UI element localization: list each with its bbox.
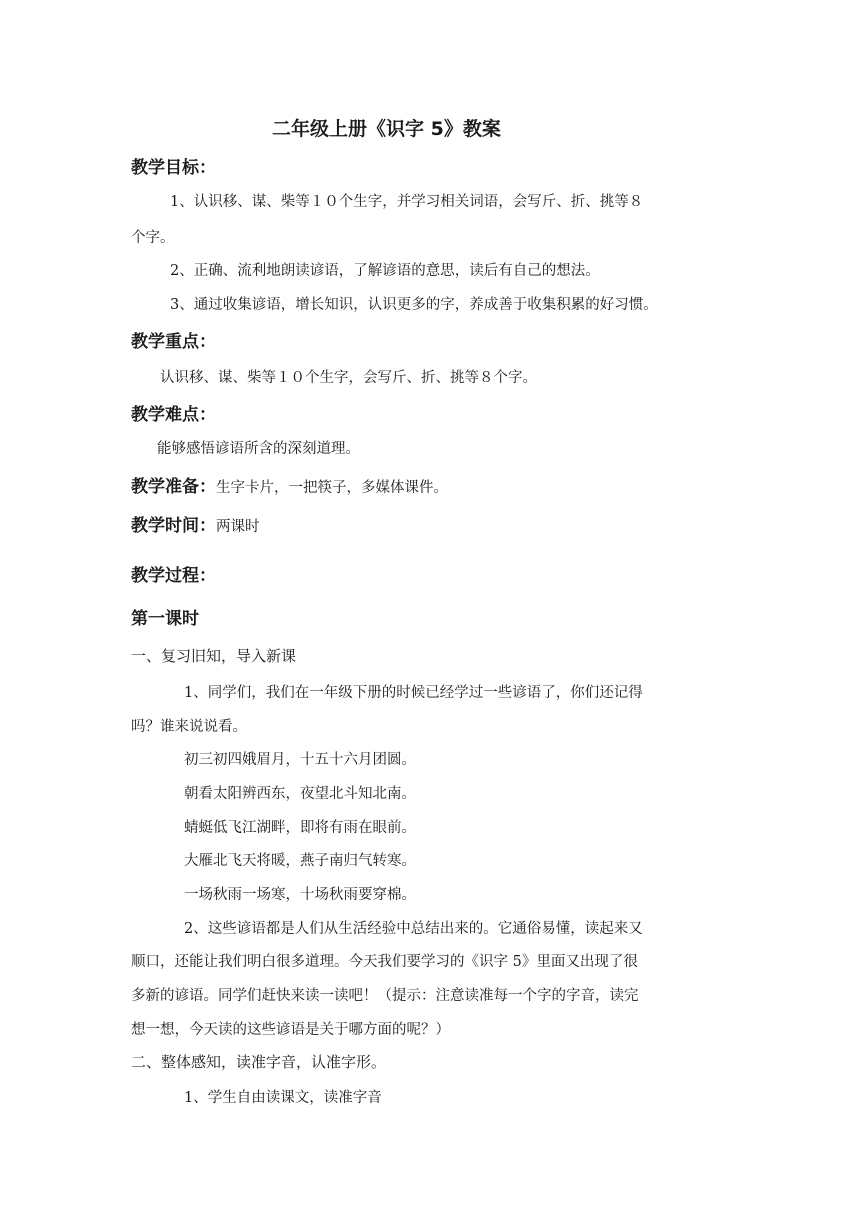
- preparation-text: 生字卡片，一把筷子，多媒体课件。: [216, 480, 448, 496]
- section-1-paragraph-1-line-1: 1、同学们，我们在一年级下册的时候已经学过一些谚语了，你们还记得: [184, 685, 643, 701]
- goal-item-1-line-1: 1、认识移、谋、柴等１０个生字，并学习相关词语，会写斤、折、挑等８: [170, 194, 644, 210]
- proverb-line: 初三初四娥眉月，十五十六月团圆。: [184, 752, 416, 768]
- proverb-line: 一场秋雨一场寒，十场秋雨要穿棉。: [184, 887, 416, 903]
- time-row: [131, 511, 260, 536]
- proverb-line: 朝看太阳辨西东，夜望北斗知北南。: [184, 786, 416, 802]
- goal-item-2: 2、正确、流利地朗读谚语，了解谚语的意思，读后有自己的想法。: [170, 263, 600, 279]
- goal-item-3: 3、通过收集谚语，增长知识，认识更多的字，养成善于收集积累的好习惯。: [170, 297, 658, 313]
- section-1-paragraph-2-line-2: 顺口，还能让我们明白很多道理。今天我们要学习的《识字 5》里面又出现了很: [131, 954, 638, 970]
- section-1-paragraph-2-line-3: 多新的谚语。同学们赶快来读一读吧！（提示：注意读准每一个字的字音，读完: [131, 988, 639, 1004]
- lesson-1-heading: 第一课时: [131, 609, 199, 629]
- section-2-title: 二、整体感知，读准字音，认准字形。: [131, 1053, 387, 1071]
- time-heading: 教学时间：: [131, 516, 216, 536]
- section-1-paragraph-2-line-4: 想一想，今天读的这些谚语是关于哪方面的呢？）: [131, 1022, 450, 1038]
- difficulties-heading: 教学难点：: [131, 405, 216, 425]
- key-points-heading: 教学重点：: [131, 332, 216, 352]
- goal-item-1-line-2: 个字。: [131, 230, 175, 246]
- preparation-heading: 教学准备：: [131, 477, 216, 497]
- process-heading: 教学过程：: [131, 566, 216, 586]
- difficulties-text: 能够感悟谚语所含的深刻道理。: [157, 441, 360, 457]
- proverb-line: 大雁北飞天将暖，燕子南归气转寒。: [184, 853, 416, 869]
- proverb-line: 蜻蜓低飞江湖畔，即将有雨在眼前。: [184, 820, 416, 836]
- section-1-paragraph-2-line-1: 2、这些谚语都是人们从生活经验中总结出来的。它通俗易懂，读起来又: [184, 921, 643, 937]
- section-2-paragraph-1: 1、学生自由读课文，读准字音: [184, 1090, 382, 1106]
- preparation-row: [131, 472, 448, 497]
- goals-heading: 教学目标：: [131, 158, 216, 178]
- section-1-title: 一、复习旧知，导入新课: [131, 647, 297, 665]
- time-text: 两课时: [216, 519, 260, 535]
- section-1-paragraph-1-line-2: 吗？谁来说说看。: [131, 719, 247, 735]
- key-points-text: 认识移、谋、柴等１０个生字，会写斤、折、挑等８个字。: [160, 370, 537, 386]
- document-title: 二年级上册《识字 5》教案: [272, 118, 501, 140]
